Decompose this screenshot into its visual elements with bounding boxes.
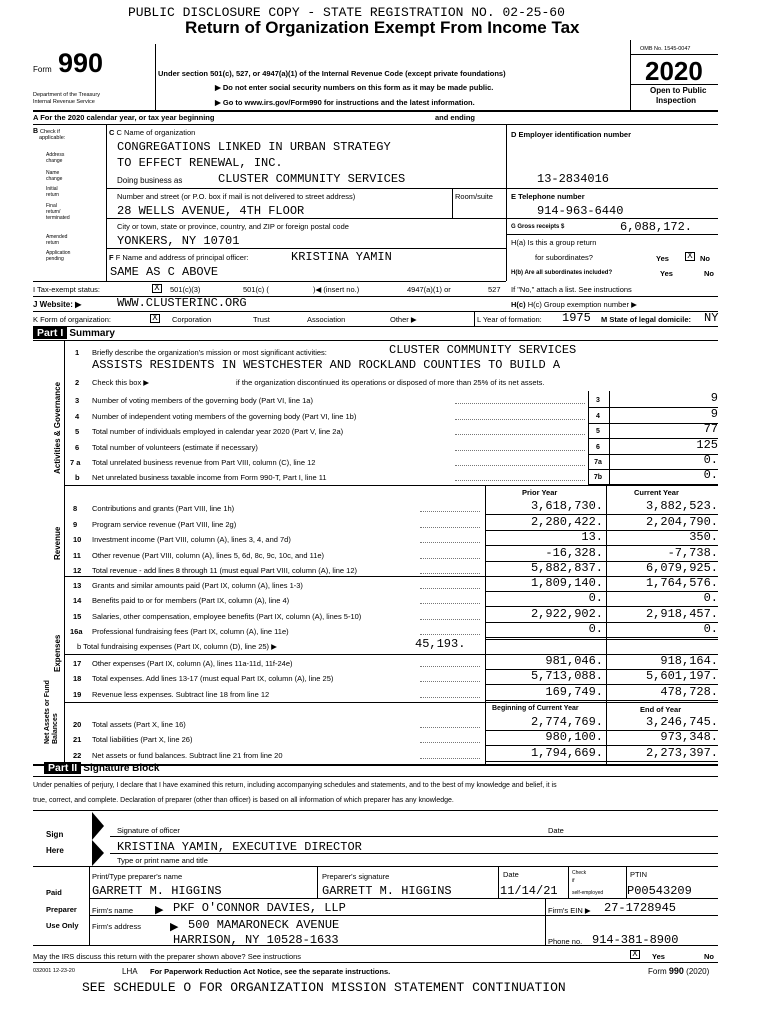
line16b-value: 45,193. bbox=[415, 637, 466, 651]
group-exemption-label: H(c) H(c) Group exemption number ▶ bbox=[511, 300, 637, 309]
line-num: 10 bbox=[73, 535, 82, 544]
form-title: Return of Organization Exempt From Income Tax bbox=[185, 18, 580, 37]
city-state-zip: YONKERS, NY 10701 bbox=[117, 234, 240, 248]
prior-year-value: 169,749. bbox=[545, 685, 603, 699]
leader-dots bbox=[455, 434, 585, 435]
check-final-return[interactable]: Final return/ terminated bbox=[46, 203, 70, 221]
subordinates-label: H(b) Are all subordinates included? bbox=[511, 270, 613, 276]
gov-line-label: Net unrelated business taxable income from Form 990-T, Part I, line 11 bbox=[92, 473, 327, 482]
gov-line-box: 6 bbox=[596, 444, 600, 451]
leader-dots bbox=[420, 527, 480, 528]
mission-line1: CLUSTER COMMUNITY SERVICES bbox=[389, 343, 577, 357]
line-num: 20 bbox=[73, 720, 82, 729]
gross-receipts-value: 6,088,172. bbox=[620, 220, 693, 234]
gov-line-value: 9 bbox=[710, 391, 718, 405]
gov-line-value: 125 bbox=[696, 438, 718, 452]
form-subtitle: Under section 501(c), 527, or 4947(a)(1) of the Internal Revenue Code (except private foundations) bbox=[158, 69, 506, 78]
check-name-change[interactable]: Name change bbox=[46, 170, 63, 182]
line-label: Investment income (Part VIII, column (A), lines 3, 4, and 7d) bbox=[92, 535, 291, 544]
leader-dots bbox=[455, 465, 585, 466]
self-employed-checkbox[interactable]: self-employed bbox=[572, 890, 604, 896]
group-return-label: H(a) Is this a group return bbox=[511, 238, 597, 247]
irs-label: Internal Revenue Service bbox=[33, 99, 95, 105]
gov-line-box: 7b bbox=[593, 474, 603, 481]
leader-dots bbox=[420, 758, 480, 759]
leader-dots bbox=[420, 742, 480, 743]
gov-line-box: 3 bbox=[596, 397, 600, 404]
gov-line-num: 6 bbox=[75, 443, 80, 452]
prior-year-value: 0. bbox=[588, 622, 603, 636]
gov-line-value: 0. bbox=[703, 453, 718, 467]
form-of-org-label: K Form of organization: bbox=[33, 315, 111, 324]
prior-year-value: 13. bbox=[581, 530, 603, 544]
line-num: 16a bbox=[70, 627, 83, 636]
gov-line-num: 4 bbox=[75, 412, 80, 421]
group-return-no-checkbox[interactable]: X bbox=[685, 252, 695, 261]
website-label: J Website: ▶ bbox=[33, 300, 82, 309]
schedule-o-note: SEE SCHEDULE O FOR ORGANIZATION MISSION STATEMENT CONTINUATION bbox=[82, 980, 566, 995]
type-name-label: Type or print name and title bbox=[117, 856, 208, 865]
leader-dots bbox=[420, 681, 480, 682]
current-year-value: 3,882,523. bbox=[645, 499, 718, 513]
phone-value: 914-963-6440 bbox=[537, 204, 624, 218]
current-year-value: 2,273,397. bbox=[645, 746, 718, 760]
line-num: 13 bbox=[73, 581, 82, 590]
prior-year-value: 5,713,088. bbox=[530, 669, 603, 683]
corporation-checkbox[interactable]: X bbox=[150, 314, 160, 323]
prior-year-value: 3,618,730. bbox=[530, 499, 603, 513]
line-a: A For the 2020 calendar year, or tax year beginning bbox=[33, 113, 215, 122]
prior-year-value: 2,280,422. bbox=[530, 515, 603, 529]
inspection: Inspection bbox=[656, 96, 697, 105]
leader-dots bbox=[420, 511, 480, 512]
leader-dots bbox=[455, 450, 585, 451]
prior-year-header: Prior Year bbox=[522, 488, 558, 497]
gov-line-box: 4 bbox=[596, 413, 600, 420]
current-year-value: 350. bbox=[689, 530, 718, 544]
line-label: Grants and similar amounts paid (Part IX, column (A), lines 1-3) bbox=[92, 581, 303, 590]
current-year-value: 0. bbox=[703, 622, 718, 636]
side-activities: Activities & Governance bbox=[53, 381, 62, 474]
check-application-pending[interactable]: Application pending bbox=[46, 250, 71, 262]
ein-label: D Employer identification number bbox=[511, 130, 632, 139]
state-domicile-value: NY bbox=[704, 311, 719, 325]
part2-header: Part II Signature Block bbox=[44, 762, 159, 774]
gov-line-num: 5 bbox=[75, 427, 80, 436]
prior-year-value: 0. bbox=[588, 591, 603, 605]
check-address-change[interactable]: Address change bbox=[46, 152, 65, 164]
gross-receipts-label: G Gross receipts $ bbox=[511, 224, 565, 230]
leader-dots bbox=[420, 727, 480, 728]
current-year-value: 918,164. bbox=[660, 654, 718, 668]
line-num: 18 bbox=[73, 674, 82, 683]
current-year-value: 1,764,576. bbox=[645, 576, 718, 590]
current-year-value: -7,738. bbox=[667, 546, 718, 560]
phone-label: E Telephone number bbox=[511, 192, 585, 201]
line-label: Total expenses. Add lines 13-17 (must equal Part IX, column (A), line 25) bbox=[92, 674, 334, 683]
firm-phone: 914-381-8900 bbox=[592, 933, 679, 947]
current-year-value: 973,348. bbox=[660, 730, 718, 744]
prior-year-value: 1,794,669. bbox=[530, 746, 603, 760]
line-label: Total revenue - add lines 8 through 11 (must equal Part VIII, column (A), line 12) bbox=[92, 566, 357, 575]
boy-header: Beginning of Current Year bbox=[492, 705, 579, 712]
firm-ein: 27-1728945 bbox=[604, 901, 677, 915]
501c3-checkbox[interactable]: X bbox=[152, 284, 162, 293]
line-label: Other expenses (Part IX, column (A), lines 11a-11d, 11f-24e) bbox=[92, 659, 293, 668]
year-formation-value: 1975 bbox=[562, 311, 591, 325]
street-label: Number and street (or P.O. box if mail is not delivered to street address) bbox=[117, 192, 356, 201]
line-label: Total assets (Part X, line 16) bbox=[92, 720, 186, 729]
firm-address-line1: 500 MAMARONECK AVENUE bbox=[188, 918, 340, 932]
leader-dots bbox=[420, 588, 480, 589]
leader-dots bbox=[455, 419, 585, 420]
instructions-note: ▶ Go to www.irs.gov/Form990 for instructions and the latest information. bbox=[215, 98, 475, 107]
tax-exempt-label: I Tax-exempt status: bbox=[33, 285, 100, 294]
line16b: b Total fundraising expenses (Part IX, column (D), line 25) ▶ bbox=[77, 642, 277, 651]
signature-officer-label: Signature of officer bbox=[117, 826, 180, 835]
line-num: 12 bbox=[73, 566, 82, 575]
line-label: Net assets or fund balances. Subtract line 21 from line 20 bbox=[92, 751, 283, 760]
ein-value: 13-2834016 bbox=[537, 172, 610, 186]
firm-address-arrow-icon: ▶ bbox=[170, 921, 179, 933]
org-name-label: C C Name of organization bbox=[109, 128, 196, 137]
eoy-header: End of Year bbox=[640, 705, 682, 714]
gov-line-box: 5 bbox=[596, 428, 600, 435]
gov-line-value: 9 bbox=[710, 407, 718, 421]
line-num: 22 bbox=[73, 751, 82, 760]
paperwork-notice: For Paperwork Reduction Act Notice, see the separate instructions. bbox=[150, 967, 391, 976]
org-name-line1: CONGREGATIONS LINKED IN URBAN STRATEGY bbox=[117, 140, 391, 154]
footer-form: Form 990 (2020) bbox=[648, 966, 710, 976]
preparer-ptin: P00543209 bbox=[627, 884, 692, 898]
line-num: 9 bbox=[73, 520, 78, 529]
line-num: 17 bbox=[73, 659, 82, 668]
prior-year-value: 2,774,769. bbox=[530, 715, 603, 729]
line2-check: Check this box ▶ bbox=[92, 378, 150, 387]
leader-dots bbox=[455, 403, 585, 404]
line-label: Total liabilities (Part X, line 26) bbox=[92, 735, 193, 744]
line-num: 21 bbox=[73, 735, 82, 744]
leader-dots bbox=[420, 619, 480, 620]
gov-line-label: Total number of individuals employed in calendar year 2020 (Part V, line 2a) bbox=[92, 427, 344, 436]
line-label: Other revenue (Part VIII, column (A), lines 5, 6d, 8c, 9c, 10c, and 11e) bbox=[92, 551, 325, 560]
group-return-label2: for subordinates? bbox=[535, 253, 593, 262]
dba-label: Doing business as bbox=[117, 176, 183, 185]
line-label: Benefits paid to or for members (Part IX, column (A), line 4) bbox=[92, 596, 290, 605]
mission-line2: ASSISTS RESIDENTS IN WESTCHESTER AND ROCKLAND COUNTIES TO BUILD A bbox=[92, 358, 561, 372]
side-net-assets: Net Assets or Fund Balances bbox=[44, 680, 59, 744]
current-year-header: Current Year bbox=[634, 488, 679, 497]
public-disclosure-banner: PUBLIC DISCLOSURE COPY - STATE REGISTRATION NO. 02-25-60 bbox=[128, 5, 565, 20]
check-if-label: B Check if bbox=[33, 128, 60, 135]
current-year-value: 3,246,745. bbox=[645, 715, 718, 729]
year-formation-label: L Year of formation: bbox=[477, 315, 542, 324]
sign-here-arrow-icon bbox=[92, 812, 106, 866]
form-code: 032001 12-23-20 bbox=[33, 968, 75, 974]
tax-year: 2020 bbox=[645, 56, 703, 86]
room-label: Room/suite bbox=[455, 192, 493, 201]
gov-line-box: 7a bbox=[594, 459, 602, 466]
line-num: 19 bbox=[73, 690, 82, 699]
mission-label: Briefly describe the organization's mission or most significant activities: bbox=[92, 348, 327, 357]
prior-year-value: -16,328. bbox=[545, 546, 603, 560]
and-ending: and ending bbox=[435, 113, 475, 122]
dept-treasury: Department of the Treasury bbox=[33, 92, 100, 98]
line-num: 15 bbox=[73, 612, 82, 621]
leader-dots bbox=[420, 542, 480, 543]
signature-date-label: Date bbox=[548, 826, 564, 835]
gov-line-label: Number of independent voting members of the governing body (Part VI, line 1b) bbox=[92, 412, 357, 421]
state-domicile-label: M State of legal domicile: bbox=[601, 315, 692, 324]
current-year-value: 2,204,790. bbox=[645, 515, 718, 529]
leader-dots bbox=[420, 573, 480, 574]
prior-year-value: 2,922,902. bbox=[530, 607, 603, 621]
current-year-value: 5,601,197. bbox=[645, 669, 718, 683]
street-address: 28 WELLS AVENUE, 4TH FLOOR bbox=[117, 204, 305, 218]
open-public: Open to Public bbox=[650, 86, 707, 95]
gov-line-value: 0. bbox=[703, 468, 718, 482]
prior-year-value: 980,100. bbox=[545, 730, 603, 744]
current-year-value: 2,918,457. bbox=[645, 607, 718, 621]
line-num: 11 bbox=[73, 551, 81, 560]
prior-year-value: 5,882,837. bbox=[530, 561, 603, 575]
leader-dots bbox=[420, 697, 480, 698]
leader-dots bbox=[455, 480, 585, 481]
preparer-signature: GARRETT M. HIGGINS bbox=[322, 884, 452, 898]
gov-line-label: Total number of volunteers (estimate if necessary) bbox=[92, 443, 258, 452]
firm-name-arrow-icon: ▶ bbox=[155, 904, 164, 916]
gov-line-value: 77 bbox=[703, 422, 718, 436]
leader-dots bbox=[420, 558, 480, 559]
firm-address-line2: HARRISON, NY 10528-1633 bbox=[173, 933, 339, 947]
leader-dots bbox=[420, 634, 480, 635]
line-label: Contributions and grants (Part VIII, line 1h) bbox=[92, 504, 235, 513]
prior-year-value: 1,809,140. bbox=[530, 576, 603, 590]
discuss-yes-checkbox[interactable]: X bbox=[630, 950, 640, 959]
current-year-value: 478,728. bbox=[660, 685, 718, 699]
perjury-line1: Under penalties of perjury, I declare that I have examined this return, including accompanying schedules and statements, and to the best of my knowledge and belief, it is bbox=[33, 782, 557, 789]
principal-officer-address: SAME AS C ABOVE bbox=[110, 265, 219, 279]
website-value[interactable]: WWW.CLUSTERINC.ORG bbox=[117, 296, 247, 310]
line-num: 14 bbox=[73, 596, 82, 605]
principal-officer-name: KRISTINA YAMIN bbox=[291, 250, 392, 264]
form-number: 990 bbox=[58, 48, 104, 78]
gov-line-label: Total unrelated business revenue from Part VIII, column (C), line 12 bbox=[92, 458, 316, 467]
form-label: Form bbox=[33, 65, 52, 74]
line-label: Salaries, other compensation, employee benefits (Part IX, column (A), lines 5-10) bbox=[92, 612, 362, 621]
gov-line-num: b bbox=[75, 473, 80, 482]
firm-name: PKF O'CONNOR DAVIES, LLP bbox=[173, 901, 346, 915]
subordinates-note: If "No," attach a list. See instructions bbox=[511, 285, 632, 294]
current-year-value: 0. bbox=[703, 591, 718, 605]
irs-discuss-question: May the IRS discuss this return with the preparer shown above? See instructions bbox=[33, 952, 302, 961]
preparer-name: GARRETT M. HIGGINS bbox=[92, 884, 222, 898]
dba-name: CLUSTER COMMUNITY SERVICES bbox=[218, 172, 406, 186]
line-label: Program service revenue (Part VIII, line 2g) bbox=[92, 520, 237, 529]
perjury-line2: true, correct, and complete. Declaration of preparer (other than officer) is based on all information of which preparer has any knowledge. bbox=[33, 797, 454, 804]
ssn-warning: ▶ Do not enter social security numbers on this form as it may be made public. bbox=[215, 83, 494, 92]
gov-line-num: 7 a bbox=[70, 458, 81, 467]
leader-dots bbox=[420, 666, 480, 667]
line2-text: if the organization discontinued its operations or disposed of more than 25% of its net assets. bbox=[236, 378, 545, 387]
check-initial-return[interactable]: Initial return bbox=[46, 186, 60, 198]
side-revenue: Revenue bbox=[53, 526, 62, 560]
omb-number: OMB No. 1545-0047 bbox=[640, 46, 691, 52]
officer-name-title: KRISTINA YAMIN, EXECUTIVE DIRECTOR bbox=[117, 840, 362, 854]
leader-dots bbox=[420, 603, 480, 604]
preparer-date: 11/14/21 bbox=[500, 884, 558, 898]
part1-header: Part I Summary bbox=[33, 327, 115, 339]
line-label: Revenue less expenses. Subtract line 18 from line 12 bbox=[92, 690, 270, 699]
line-num: 8 bbox=[73, 504, 78, 513]
side-expenses: Expenses bbox=[53, 634, 62, 672]
prior-year-value: 981,046. bbox=[545, 654, 603, 668]
principal-officer-label: F F Name and address of principal officer: bbox=[109, 253, 249, 262]
gov-line-label: Number of voting members of the governing body (Part VI, line 1a) bbox=[92, 396, 313, 405]
check-amended-return[interactable]: Amended return bbox=[46, 234, 68, 246]
line-label: Professional fundraising fees (Part IX, column (A), line 11e) bbox=[92, 627, 289, 636]
city-label: City or town, state or province, country, and ZIP or foreign postal code bbox=[117, 222, 349, 231]
current-year-value: 6,079,925. bbox=[645, 561, 718, 575]
gov-line-num: 3 bbox=[75, 396, 80, 405]
org-name-line2: TO EFFECT RENEWAL, INC. bbox=[117, 156, 283, 170]
